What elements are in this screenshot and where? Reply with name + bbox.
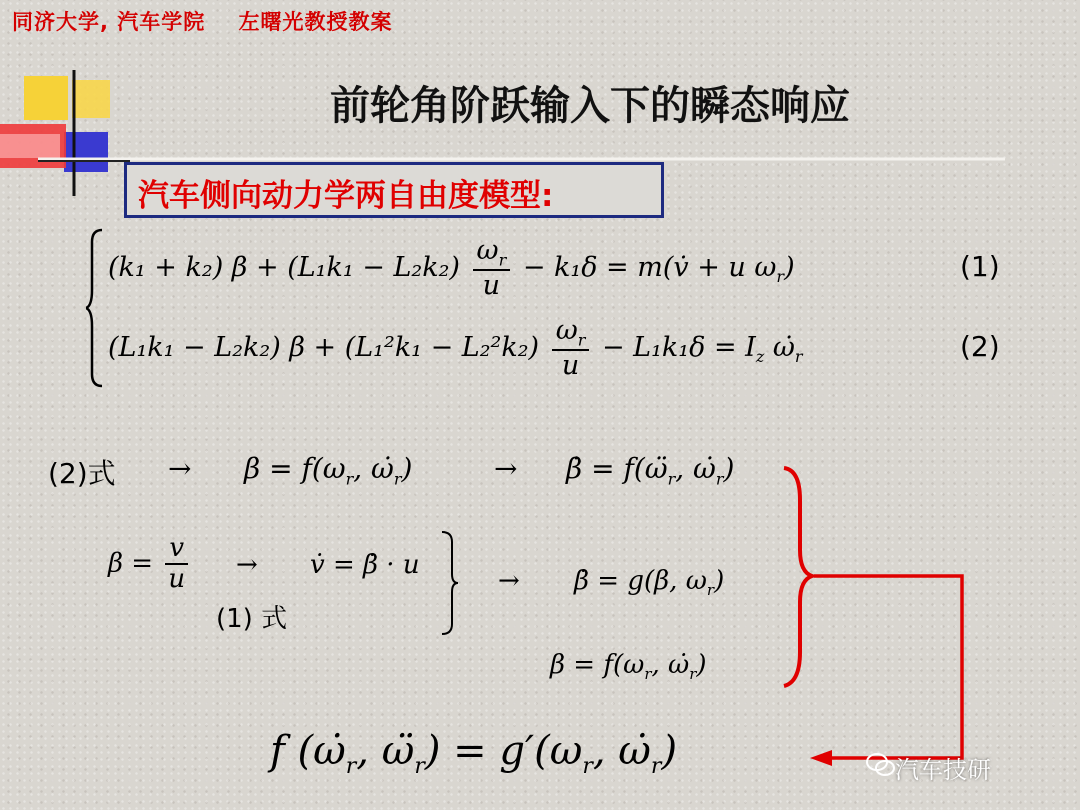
eq1-fraction	[473, 236, 511, 301]
final-sub2: r	[414, 754, 425, 779]
eq1-close: )	[784, 251, 795, 283]
eq1-frac-sub: r	[498, 250, 507, 270]
header-text: 同济大学, 汽车学院 左曙光教授教案	[12, 10, 393, 34]
frac-v: v	[165, 534, 188, 565]
bottom-result	[550, 650, 707, 683]
system-brace	[86, 228, 106, 388]
equation-2	[108, 316, 803, 387]
mid-result-c: )	[714, 566, 725, 596]
line1-mid-c: )	[401, 452, 413, 485]
wechat-icon	[866, 752, 896, 778]
red-brace	[784, 468, 812, 686]
v-over-u-fraction	[165, 534, 188, 593]
bottom-result-c: )	[696, 650, 707, 680]
beta-eq: β =	[108, 548, 154, 579]
final-sub4: r	[650, 754, 662, 779]
eq1-tail: − k₁δ = m(v̇ + u ω	[522, 251, 777, 283]
red-brace-arrow	[770, 460, 980, 770]
equation-1-number: (1)	[960, 250, 1000, 283]
eq2-frac-sub: r	[577, 330, 586, 350]
mid-result-a: β̇ = g(β, ω	[574, 566, 707, 596]
eq2-left: (L₁k₁ − L₂k₂) β + (L₁²k₁ − L₂²k₂)	[108, 331, 540, 363]
final-equation	[270, 728, 677, 779]
bottom-result-b: , ω̇	[651, 650, 690, 680]
final-sub3: r	[582, 754, 593, 779]
final-a: f (ω̇	[270, 728, 346, 774]
final-d: , ω̇	[592, 728, 651, 774]
bottom-result-sub1: r	[644, 665, 652, 684]
eq2-tail-sub: z	[755, 347, 765, 367]
final-e: )	[661, 728, 678, 774]
eq2-frac-num: ω	[555, 315, 578, 346]
final-b: , ω̈	[356, 728, 415, 774]
derivation-line-1	[48, 452, 116, 492]
beta-fraction-expr	[108, 534, 192, 593]
arrow-4: →	[498, 566, 520, 596]
line1-right	[566, 452, 734, 489]
slide-title: 前轮角阶跃输入下的瞬态响应	[330, 83, 850, 129]
eq2-tail2-sub: r	[794, 347, 803, 367]
final-c: ) = g′(ω	[424, 728, 583, 774]
arrow-1: →	[168, 452, 192, 485]
bottom-result-a: β = f(ω	[550, 650, 645, 680]
red-connector	[814, 576, 962, 758]
line1-mid-sub1: r	[345, 469, 354, 489]
eq2-fraction	[552, 316, 590, 381]
eq2-frac-den: u	[561, 349, 580, 381]
line1-right-c: )	[723, 452, 735, 485]
line1-mid-a: β = f(ω	[244, 452, 346, 485]
frac-u: u	[168, 563, 186, 594]
equation-2-number: (2)	[960, 330, 1000, 363]
deco-pink-fade	[0, 134, 60, 158]
red-arrowhead	[810, 750, 832, 766]
block-right-brace	[440, 530, 460, 636]
bottom-result-sub2: r	[689, 665, 697, 684]
line1-right-sub1: r	[667, 469, 676, 489]
arrow-2: →	[494, 452, 518, 485]
line1-mid-b: , ω̇	[353, 452, 394, 485]
arrow-3: →	[236, 550, 258, 580]
mid-result	[574, 566, 724, 599]
eq1-left: (k₁ + k₂) β + (L₁k₁ − L₂k₂)	[108, 251, 460, 283]
subtitle-text: 汽车侧向动力学两自由度模型:	[138, 178, 554, 214]
watermark-text: 汽车技研	[895, 756, 991, 784]
mid-result-sub: r	[706, 581, 715, 600]
line1-mid	[244, 452, 412, 489]
line1-label: (2)式	[48, 457, 116, 490]
eq2-tail: − L₁k₁δ = I	[601, 331, 756, 363]
equation-1	[108, 236, 795, 307]
line1-right-sub2: r	[715, 469, 724, 489]
eq1-frac-den: u	[482, 269, 501, 301]
final-sub1: r	[345, 754, 357, 779]
vdot-expr: v̇ = β̇ · u	[310, 550, 420, 580]
deco-blue-square	[64, 132, 108, 172]
eq1-frac-num: ω	[476, 235, 499, 266]
eq2-tail2: ω̇	[772, 331, 795, 363]
line1-right-a: β̇ = f(ω̈	[566, 452, 668, 485]
label-eq1: (1) 式	[216, 604, 288, 634]
line1-mid-sub2: r	[393, 469, 402, 489]
line1-right-b: , ω̇	[675, 452, 716, 485]
eq1-tail-sub: r	[776, 267, 785, 287]
